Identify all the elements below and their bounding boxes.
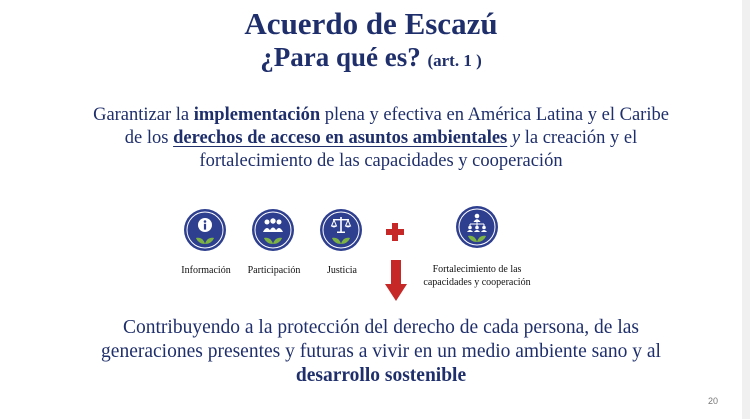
objective-conjunction: y bbox=[507, 128, 521, 148]
capacity-label-line2: capacidades y cooperación bbox=[423, 277, 531, 288]
page-number: 20 bbox=[707, 396, 718, 406]
result-line-1: Contribuyendo a la protección del derecho de cada persona, de las bbox=[123, 317, 639, 338]
arrow-down-icon bbox=[385, 260, 407, 302]
slide-title: Acuerdo de Escazú bbox=[244, 6, 498, 41]
pillar-label-justicia: Justicia bbox=[327, 265, 357, 276]
objective-text-8: fortalecimiento de las capacidades y cooperación bbox=[199, 151, 563, 171]
pillar-label-participacion: Participación bbox=[247, 265, 301, 276]
objective-text-3: plena y efectiva en América Latina y el Caribe bbox=[320, 105, 669, 125]
subtitle-text: ¿Para qué es? bbox=[260, 42, 421, 72]
plus-icon bbox=[385, 222, 405, 242]
objective-text-1: Garantizar la bbox=[93, 105, 194, 125]
objective-paragraph bbox=[20, 104, 742, 173]
network-icon bbox=[455, 205, 499, 249]
objective-text-7: la creación y el bbox=[520, 128, 638, 148]
right-edge-strip bbox=[742, 0, 750, 419]
result-paragraph bbox=[20, 316, 742, 388]
result-line-2: generaciones presentes y futuras a vivir en un medio ambiente sano y al bbox=[101, 341, 661, 362]
result-line-3: desarrollo sostenible bbox=[295, 365, 467, 386]
people-icon bbox=[251, 208, 295, 252]
slide-subtitle bbox=[0, 42, 742, 73]
subtitle-article-ref: (art. 1 ) bbox=[427, 51, 482, 70]
scales-icon bbox=[319, 208, 363, 252]
objective-access-rights: derechos de acceso en asuntos ambientales bbox=[173, 128, 508, 148]
pillar-label-informacion: Información bbox=[181, 265, 231, 276]
capacity-label-line1: Fortalecimiento de las bbox=[432, 264, 522, 275]
objective-text-4: de los bbox=[124, 128, 174, 148]
objective-implementation: implementación bbox=[193, 105, 321, 125]
capacity-label bbox=[407, 263, 547, 289]
info-icon bbox=[183, 208, 227, 252]
